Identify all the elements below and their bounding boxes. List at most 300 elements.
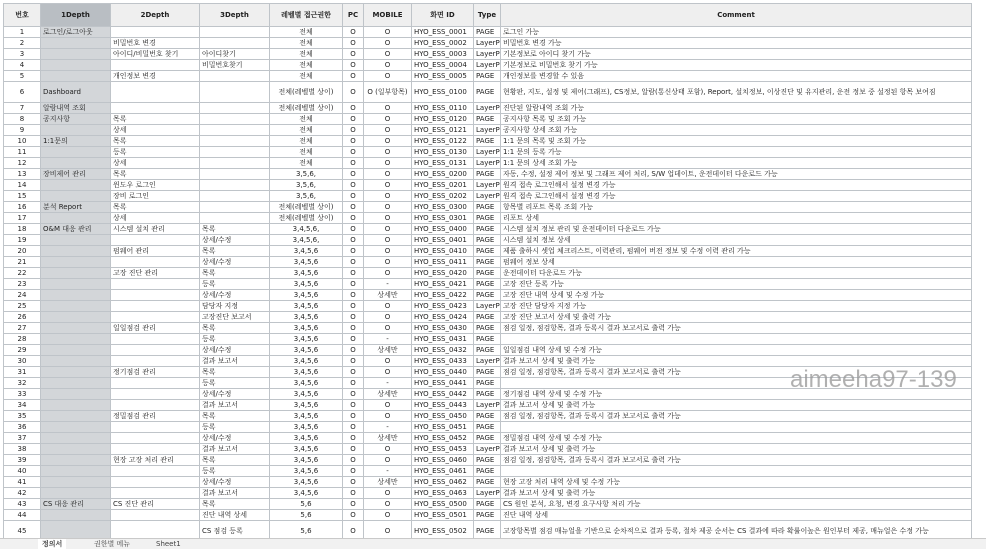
cell-2depth[interactable]: 목록 (111, 169, 200, 180)
cell-3depth[interactable]: 목록 (200, 455, 270, 466)
cell-3depth[interactable] (200, 114, 270, 125)
cell-1depth[interactable] (41, 455, 111, 466)
cell-3depth[interactable]: 목록 (200, 499, 270, 510)
cell-no[interactable]: 3 (4, 49, 41, 60)
col-header-no[interactable]: 번호 (4, 4, 41, 27)
cell-pc[interactable]: O (343, 510, 364, 521)
cell-1depth[interactable] (41, 422, 111, 433)
cell-2depth[interactable]: 현장 고장 처리 관리 (111, 455, 200, 466)
cell-2depth[interactable] (111, 301, 200, 312)
cell-no[interactable]: 38 (4, 444, 41, 455)
cell-3depth[interactable] (200, 158, 270, 169)
cell-no[interactable]: 16 (4, 202, 41, 213)
cell-no[interactable]: 19 (4, 235, 41, 246)
cell-mobile[interactable]: O (364, 323, 412, 334)
cell-comment[interactable]: 고장 진단 담당자 지정 가능 (501, 301, 972, 312)
cell-comment[interactable]: 공지사항 상세 조회 가능 (501, 125, 972, 136)
cell-type[interactable]: PAGE (474, 246, 501, 257)
col-header-pc[interactable]: PC (343, 4, 364, 27)
cell-screen-id[interactable]: HYO_ESS_0442 (412, 389, 474, 400)
cell-access[interactable]: 3,4,5,6 (270, 455, 343, 466)
cell-2depth[interactable]: 아이디/비밀번호 찾기 (111, 49, 200, 60)
cell-comment[interactable]: 현황판, 지도, 설정 및 제어(그래프), CS정보, 알람(통신상태 포함), Report, 설치정보, 이상진단 및 유지관리, 운전 정보 중 설정된 항목 보여짐 (501, 82, 972, 103)
cell-1depth[interactable]: Dashboard (41, 82, 111, 103)
cell-mobile[interactable]: O (364, 180, 412, 191)
cell-2depth[interactable] (111, 312, 200, 323)
cell-comment[interactable] (501, 334, 972, 345)
col-header-screen-id[interactable]: 화면 ID (412, 4, 474, 27)
cell-screen-id[interactable]: HYO_ESS_0001 (412, 27, 474, 38)
cell-comment[interactable]: 1:1 문의 등록 가능 (501, 147, 972, 158)
cell-no[interactable]: 33 (4, 389, 41, 400)
cell-screen-id[interactable]: HYO_ESS_0422 (412, 290, 474, 301)
cell-pc[interactable]: O (343, 400, 364, 411)
cell-pc[interactable]: O (343, 499, 364, 510)
cell-no[interactable]: 28 (4, 334, 41, 345)
cell-2depth[interactable]: 개인정보 변경 (111, 71, 200, 82)
cell-screen-id[interactable]: HYO_ESS_0131 (412, 158, 474, 169)
cell-comment[interactable]: 항목별 리포트 목록 조회 가능 (501, 202, 972, 213)
cell-3depth[interactable]: 담당자 지정 (200, 301, 270, 312)
cell-no[interactable]: 26 (4, 312, 41, 323)
cell-3depth[interactable]: 목록 (200, 323, 270, 334)
cell-3depth[interactable]: 결과 보고서 (200, 488, 270, 499)
cell-1depth[interactable] (41, 279, 111, 290)
cell-screen-id[interactable]: HYO_ESS_0450 (412, 411, 474, 422)
cell-no[interactable]: 10 (4, 136, 41, 147)
cell-no[interactable]: 8 (4, 114, 41, 125)
cell-access[interactable]: 3,4,5,6 (270, 257, 343, 268)
col-header-access[interactable]: 레벨별 접근권한 (270, 4, 343, 27)
cell-pc[interactable]: O (343, 268, 364, 279)
col-header-1depth[interactable]: 1Depth (41, 4, 111, 27)
col-header-comment[interactable]: Comment (501, 4, 972, 27)
cell-2depth[interactable] (111, 378, 200, 389)
cell-no[interactable]: 23 (4, 279, 41, 290)
cell-screen-id[interactable]: HYO_ESS_0462 (412, 477, 474, 488)
cell-type[interactable]: LayerP (474, 125, 501, 136)
cell-mobile[interactable]: O (364, 499, 412, 510)
cell-screen-id[interactable]: HYO_ESS_0421 (412, 279, 474, 290)
cell-access[interactable]: 전체 (270, 125, 343, 136)
cell-type[interactable]: PAGE (474, 279, 501, 290)
cell-2depth[interactable]: 시스템 설치 관리 (111, 224, 200, 235)
cell-no[interactable]: 45 (4, 521, 41, 542)
cell-2depth[interactable] (111, 279, 200, 290)
cell-access[interactable]: 5,6 (270, 521, 343, 542)
cell-type[interactable]: LayerP (474, 38, 501, 49)
cell-mobile[interactable]: O (364, 71, 412, 82)
cell-mobile[interactable]: O (364, 191, 412, 202)
cell-no[interactable]: 15 (4, 191, 41, 202)
cell-type[interactable]: PAGE (474, 521, 501, 542)
cell-pc[interactable]: O (343, 191, 364, 202)
cell-3depth[interactable] (200, 71, 270, 82)
cell-comment[interactable]: CS 원인 분석, 요청, 변경 요구사항 처리 가능 (501, 499, 972, 510)
cell-3depth[interactable]: 결과 보고서 (200, 444, 270, 455)
cell-comment[interactable]: 진단된 알람내역 조회 가능 (501, 103, 972, 114)
cell-screen-id[interactable]: HYO_ESS_0440 (412, 367, 474, 378)
cell-access[interactable]: 3,4,5,6 (270, 268, 343, 279)
cell-2depth[interactable] (111, 400, 200, 411)
cell-no[interactable]: 37 (4, 433, 41, 444)
cell-comment[interactable]: 기본정보로 비밀번호 찾기 가능 (501, 60, 972, 71)
cell-1depth[interactable] (41, 312, 111, 323)
cell-screen-id[interactable]: HYO_ESS_0401 (412, 235, 474, 246)
cell-access[interactable]: 3,4,5,6 (270, 246, 343, 257)
cell-2depth[interactable]: 정밀점검 관리 (111, 411, 200, 422)
cell-comment[interactable]: 현장 고장 처리 내역 상세 및 수정 가능 (501, 477, 972, 488)
cell-comment[interactable]: 정밀점검 내역 상세 및 수정 가능 (501, 433, 972, 444)
cell-pc[interactable]: O (343, 158, 364, 169)
cell-no[interactable]: 12 (4, 158, 41, 169)
cell-no[interactable]: 7 (4, 103, 41, 114)
cell-3depth[interactable] (200, 103, 270, 114)
cell-3depth[interactable]: 상세/수정 (200, 235, 270, 246)
cell-type[interactable]: LayerP (474, 400, 501, 411)
cell-screen-id[interactable]: HYO_ESS_0501 (412, 510, 474, 521)
cell-access[interactable]: 전체(레벨별 상이) (270, 103, 343, 114)
cell-pc[interactable]: O (343, 82, 364, 103)
cell-1depth[interactable] (41, 290, 111, 301)
cell-access[interactable]: 3,4,5,6 (270, 312, 343, 323)
cell-2depth[interactable] (111, 477, 200, 488)
cell-screen-id[interactable]: HYO_ESS_0004 (412, 60, 474, 71)
cell-screen-id[interactable]: HYO_ESS_0443 (412, 400, 474, 411)
cell-pc[interactable]: O (343, 323, 364, 334)
cell-2depth[interactable] (111, 257, 200, 268)
cell-1depth[interactable]: 분석 Report (41, 202, 111, 213)
cell-access[interactable]: 3,5,6, (270, 191, 343, 202)
cell-screen-id[interactable]: HYO_ESS_0201 (412, 180, 474, 191)
cell-pc[interactable]: O (343, 411, 364, 422)
cell-access[interactable]: 3,4,5,6 (270, 378, 343, 389)
cell-type[interactable]: LayerP (474, 147, 501, 158)
cell-access[interactable]: 전체 (270, 27, 343, 38)
cell-type[interactable]: PAGE (474, 257, 501, 268)
cell-access[interactable]: 전체(레벨별 상이) (270, 213, 343, 224)
cell-3depth[interactable] (200, 27, 270, 38)
cell-screen-id[interactable]: HYO_ESS_0500 (412, 499, 474, 510)
cell-access[interactable]: 전체 (270, 49, 343, 60)
cell-mobile[interactable]: O (364, 411, 412, 422)
cell-no[interactable]: 44 (4, 510, 41, 521)
cell-no[interactable]: 22 (4, 268, 41, 279)
cell-2depth[interactable]: 펌웨어 관리 (111, 246, 200, 257)
cell-2depth[interactable]: 상세 (111, 213, 200, 224)
cell-2depth[interactable]: 목록 (111, 202, 200, 213)
cell-1depth[interactable] (41, 356, 111, 367)
cell-1depth[interactable] (41, 71, 111, 82)
cell-type[interactable]: PAGE (474, 169, 501, 180)
cell-3depth[interactable]: 목록 (200, 224, 270, 235)
cell-3depth[interactable]: 상세/수정 (200, 290, 270, 301)
cell-2depth[interactable] (111, 510, 200, 521)
cell-comment[interactable]: 결과 보고서 상세 및 출력 가능 (501, 400, 972, 411)
cell-3depth[interactable]: 등록 (200, 378, 270, 389)
cell-comment[interactable]: 점검 일정, 점검항목, 결과 등록시 결과 보고서로 출력 가능 (501, 455, 972, 466)
cell-3depth[interactable] (200, 180, 270, 191)
cell-type[interactable]: PAGE (474, 334, 501, 345)
cell-type[interactable]: PAGE (474, 455, 501, 466)
cell-no[interactable]: 24 (4, 290, 41, 301)
cell-1depth[interactable]: O&M 대응 관리 (41, 224, 111, 235)
cell-1depth[interactable] (41, 334, 111, 345)
cell-3depth[interactable]: 목록 (200, 246, 270, 257)
cell-no[interactable]: 42 (4, 488, 41, 499)
cell-2depth[interactable] (111, 422, 200, 433)
cell-comment[interactable] (501, 422, 972, 433)
cell-type[interactable]: PAGE (474, 433, 501, 444)
cell-screen-id[interactable]: HYO_ESS_0122 (412, 136, 474, 147)
cell-2depth[interactable] (111, 345, 200, 356)
cell-3depth[interactable]: 고장진단 보고서 (200, 312, 270, 323)
cell-comment[interactable]: 점검 일정, 점검항목, 결과 등록시 결과 보고서로 출력 가능 (501, 411, 972, 422)
cell-type[interactable]: LayerP (474, 444, 501, 455)
cell-3depth[interactable]: 상세/수정 (200, 257, 270, 268)
cell-pc[interactable]: O (343, 301, 364, 312)
cell-screen-id[interactable]: HYO_ESS_0424 (412, 312, 474, 323)
cell-1depth[interactable] (41, 246, 111, 257)
cell-mobile[interactable]: O (364, 60, 412, 71)
cell-comment[interactable]: 결과 보고서 상세 및 출력 가능 (501, 444, 972, 455)
cell-type[interactable]: LayerP (474, 103, 501, 114)
cell-1depth[interactable]: 로그인/로그아웃 (41, 27, 111, 38)
cell-screen-id[interactable]: HYO_ESS_0002 (412, 38, 474, 49)
cell-screen-id[interactable]: HYO_ESS_0430 (412, 323, 474, 334)
cell-1depth[interactable] (41, 213, 111, 224)
cell-access[interactable]: 3,4,5,6 (270, 334, 343, 345)
cell-access[interactable]: 3,4,5,6 (270, 400, 343, 411)
cell-pc[interactable]: O (343, 477, 364, 488)
cell-mobile[interactable]: O (364, 367, 412, 378)
cell-access[interactable]: 3,5,6, (270, 169, 343, 180)
cell-screen-id[interactable]: HYO_ESS_0452 (412, 433, 474, 444)
cell-screen-id[interactable]: HYO_ESS_0460 (412, 455, 474, 466)
cell-2depth[interactable]: 장비 로그인 (111, 191, 200, 202)
cell-pc[interactable]: O (343, 312, 364, 323)
cell-mobile[interactable]: O (364, 356, 412, 367)
cell-2depth[interactable]: 비밀번호 변경 (111, 38, 200, 49)
cell-2depth[interactable]: 상세 (111, 125, 200, 136)
cell-mobile[interactable]: - (364, 334, 412, 345)
cell-2depth[interactable]: 고장 진단 관리 (111, 268, 200, 279)
cell-access[interactable]: 3,5,6, (270, 180, 343, 191)
cell-3depth[interactable] (200, 191, 270, 202)
cell-mobile[interactable]: O (364, 312, 412, 323)
cell-type[interactable]: PAGE (474, 477, 501, 488)
cell-3depth[interactable] (200, 202, 270, 213)
cell-mobile[interactable]: 상세만 (364, 389, 412, 400)
cell-3depth[interactable]: 결과 보고서 (200, 356, 270, 367)
cell-pc[interactable]: O (343, 235, 364, 246)
cell-no[interactable]: 25 (4, 301, 41, 312)
cell-1depth[interactable] (41, 147, 111, 158)
cell-no[interactable]: 41 (4, 477, 41, 488)
cell-pc[interactable]: O (343, 279, 364, 290)
cell-type[interactable]: PAGE (474, 499, 501, 510)
cell-type[interactable]: PAGE (474, 114, 501, 125)
cell-no[interactable]: 35 (4, 411, 41, 422)
cell-1depth[interactable] (41, 191, 111, 202)
cell-3depth[interactable] (200, 82, 270, 103)
cell-access[interactable]: 전체 (270, 136, 343, 147)
cell-2depth[interactable] (111, 27, 200, 38)
cell-1depth[interactable]: 알람내역 조회 (41, 103, 111, 114)
cell-access[interactable]: 3,4,5,6 (270, 301, 343, 312)
cell-pc[interactable]: O (343, 125, 364, 136)
cell-pc[interactable]: O (343, 356, 364, 367)
cell-no[interactable]: 5 (4, 71, 41, 82)
cell-1depth[interactable] (41, 510, 111, 521)
cell-1depth[interactable] (41, 444, 111, 455)
cell-1depth[interactable] (41, 323, 111, 334)
cell-3depth[interactable]: 비밀번호찾기 (200, 60, 270, 71)
cell-1depth[interactable] (41, 488, 111, 499)
cell-3depth[interactable] (200, 38, 270, 49)
cell-pc[interactable]: O (343, 334, 364, 345)
sheet-tab-sheet1[interactable]: Sheet1 (156, 540, 181, 548)
col-header-type[interactable]: Type (474, 4, 501, 27)
cell-screen-id[interactable]: HYO_ESS_0423 (412, 301, 474, 312)
cell-type[interactable]: PAGE (474, 378, 501, 389)
cell-mobile[interactable]: O (364, 268, 412, 279)
cell-type[interactable]: PAGE (474, 323, 501, 334)
cell-3depth[interactable]: 등록 (200, 422, 270, 433)
cell-pc[interactable]: O (343, 224, 364, 235)
cell-screen-id[interactable]: HYO_ESS_0420 (412, 268, 474, 279)
cell-type[interactable]: PAGE (474, 367, 501, 378)
cell-type[interactable]: PAGE (474, 290, 501, 301)
cell-comment[interactable]: 원격 접속 로그인해서 설정 변경 가능 (501, 191, 972, 202)
cell-2depth[interactable] (111, 389, 200, 400)
cell-type[interactable]: LayerP (474, 488, 501, 499)
cell-no[interactable]: 39 (4, 455, 41, 466)
cell-2depth[interactable] (111, 356, 200, 367)
cell-no[interactable]: 32 (4, 378, 41, 389)
cell-access[interactable]: 3,4,5,6 (270, 356, 343, 367)
cell-comment[interactable]: 개인정보를 변경할 수 있음 (501, 71, 972, 82)
cell-type[interactable]: LayerP (474, 60, 501, 71)
cell-comment[interactable]: 결과 보고서 상세 및 출력 가능 (501, 356, 972, 367)
cell-no[interactable]: 9 (4, 125, 41, 136)
cell-1depth[interactable] (41, 158, 111, 169)
cell-2depth[interactable] (111, 290, 200, 301)
cell-pc[interactable]: O (343, 103, 364, 114)
cell-screen-id[interactable]: HYO_ESS_0453 (412, 444, 474, 455)
cell-pc[interactable]: O (343, 455, 364, 466)
cell-3depth[interactable] (200, 147, 270, 158)
cell-access[interactable]: 전체 (270, 158, 343, 169)
cell-2depth[interactable] (111, 433, 200, 444)
cell-2depth[interactable]: 정기점검 관리 (111, 367, 200, 378)
cell-comment[interactable]: 고장 진단 등록 가능 (501, 279, 972, 290)
cell-3depth[interactable]: 결과 보고서 (200, 400, 270, 411)
cell-type[interactable]: PAGE (474, 389, 501, 400)
cell-screen-id[interactable]: HYO_ESS_0432 (412, 345, 474, 356)
cell-access[interactable]: 3,4,5,6 (270, 323, 343, 334)
cell-no[interactable]: 31 (4, 367, 41, 378)
cell-screen-id[interactable]: HYO_ESS_0461 (412, 466, 474, 477)
cell-access[interactable]: 3,4,5,6 (270, 488, 343, 499)
cell-3depth[interactable]: 등록 (200, 279, 270, 290)
cell-pc[interactable]: O (343, 444, 364, 455)
cell-screen-id[interactable]: HYO_ESS_0200 (412, 169, 474, 180)
cell-mobile[interactable]: O (364, 455, 412, 466)
cell-pc[interactable]: O (343, 60, 364, 71)
cell-1depth[interactable] (41, 345, 111, 356)
cell-3depth[interactable]: 상세/수정 (200, 389, 270, 400)
cell-1depth[interactable]: 장비제어 관리 (41, 169, 111, 180)
cell-type[interactable]: PAGE (474, 422, 501, 433)
cell-type[interactable]: PAGE (474, 312, 501, 323)
cell-2depth[interactable] (111, 235, 200, 246)
cell-comment[interactable]: 비밀번호 변경 가능 (501, 38, 972, 49)
cell-mobile[interactable]: - (364, 422, 412, 433)
cell-access[interactable]: 전체 (270, 114, 343, 125)
cell-type[interactable]: PAGE (474, 235, 501, 246)
cell-1depth[interactable] (41, 180, 111, 191)
sheet-tab-menu-by-role[interactable]: 권한별 메뉴 (94, 540, 131, 548)
cell-type[interactable]: PAGE (474, 466, 501, 477)
cell-3depth[interactable] (200, 125, 270, 136)
cell-comment[interactable]: 고장항목별 점검 매뉴얼을 기반으로 순차적으로 결과 등록, 절차 제공 순서는 CS 결과에 따라 확률이높은 원인부터 제공, 매뉴얼은 수정 가능 (501, 521, 972, 542)
cell-access[interactable]: 3,4,5,6 (270, 367, 343, 378)
cell-screen-id[interactable]: HYO_ESS_0121 (412, 125, 474, 136)
sheet-tab-definition[interactable]: 정의서 (38, 539, 66, 549)
cell-mobile[interactable]: 상세만 (364, 477, 412, 488)
cell-1depth[interactable] (41, 367, 111, 378)
cell-screen-id[interactable]: HYO_ESS_0433 (412, 356, 474, 367)
cell-3depth[interactable] (200, 169, 270, 180)
cell-mobile[interactable]: O (364, 246, 412, 257)
cell-mobile[interactable]: O (364, 488, 412, 499)
cell-mobile[interactable]: O (364, 235, 412, 246)
cell-mobile[interactable]: O (364, 224, 412, 235)
cell-comment[interactable]: 결과 보고서 상세 및 출력 가능 (501, 488, 972, 499)
cell-no[interactable]: 1 (4, 27, 41, 38)
cell-access[interactable]: 3,4,5,6 (270, 411, 343, 422)
cell-mobile[interactable]: - (364, 378, 412, 389)
cell-comment[interactable]: 점검 일정, 점검항목, 결과 등록시 결과 보고서로 출력 가능 (501, 323, 972, 334)
cell-no[interactable]: 6 (4, 82, 41, 103)
cell-access[interactable]: 3,4,5,6 (270, 290, 343, 301)
cell-screen-id[interactable]: HYO_ESS_0005 (412, 71, 474, 82)
cell-screen-id[interactable]: HYO_ESS_0411 (412, 257, 474, 268)
cell-no[interactable]: 13 (4, 169, 41, 180)
cell-access[interactable]: 3,4,5,6, (270, 224, 343, 235)
cell-1depth[interactable] (41, 400, 111, 411)
cell-pc[interactable]: O (343, 38, 364, 49)
cell-screen-id[interactable]: HYO_ESS_0463 (412, 488, 474, 499)
cell-screen-id[interactable]: HYO_ESS_0410 (412, 246, 474, 257)
cell-mobile[interactable]: O (364, 169, 412, 180)
cell-comment[interactable] (501, 466, 972, 477)
cell-type[interactable]: LayerP (474, 180, 501, 191)
cell-type[interactable]: PAGE (474, 510, 501, 521)
cell-access[interactable]: 3,4,5,6 (270, 433, 343, 444)
cell-1depth[interactable] (41, 60, 111, 71)
cell-screen-id[interactable]: HYO_ESS_0110 (412, 103, 474, 114)
cell-access[interactable]: 3,4,5,6 (270, 466, 343, 477)
cell-1depth[interactable] (41, 235, 111, 246)
cell-2depth[interactable] (111, 82, 200, 103)
cell-access[interactable]: 3,4,5,6 (270, 477, 343, 488)
cell-screen-id[interactable]: HYO_ESS_0300 (412, 202, 474, 213)
cell-3depth[interactable]: 목록 (200, 268, 270, 279)
cell-mobile[interactable]: O (364, 158, 412, 169)
cell-type[interactable]: PAGE (474, 268, 501, 279)
